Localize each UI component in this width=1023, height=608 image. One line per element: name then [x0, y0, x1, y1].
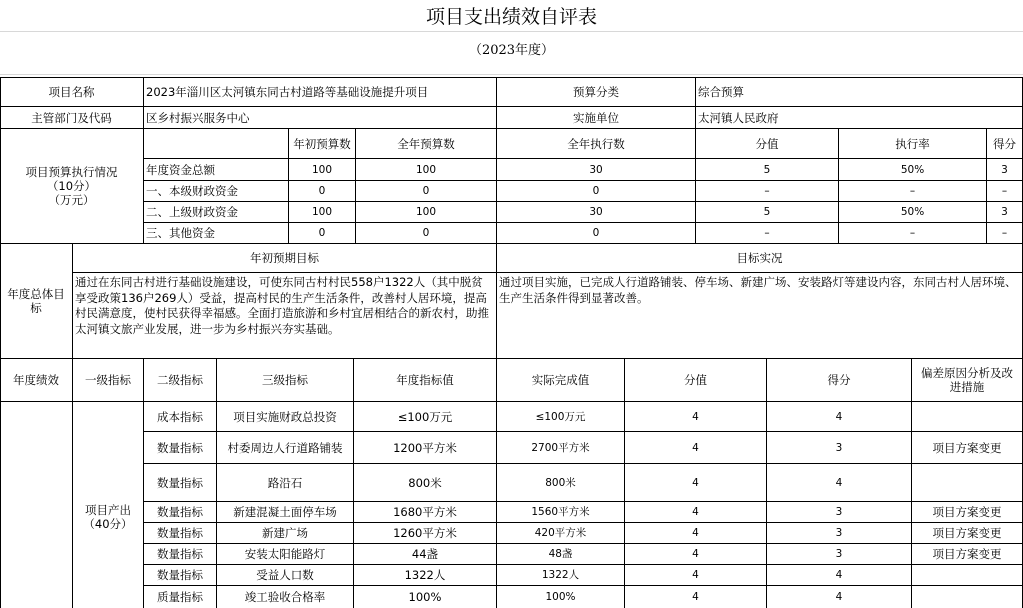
implementing-unit-label: 实施单位: [573, 110, 619, 125]
target-cell: 100%: [408, 589, 442, 604]
reason-cell: 项目方案变更: [932, 526, 1002, 540]
budget-cell: 50%: [900, 163, 925, 176]
budget-section-label-line3: （万元）: [48, 193, 95, 207]
budget-cell: 100: [415, 206, 437, 218]
got-cell: 3: [835, 506, 843, 518]
got-cell: 4: [835, 476, 843, 489]
score-cell: 4: [692, 441, 699, 454]
level1-line2: （40分）: [83, 517, 133, 531]
target-cell: ≤100万元: [397, 409, 453, 424]
level2-cell: 数量指标: [157, 475, 203, 490]
perf-header-reason: 偏差原因分析及改进措施: [921, 366, 1013, 394]
budget-cell: 5: [763, 163, 771, 176]
annual-goal-label: 年度总体目标: [7, 287, 65, 315]
budget-cell: 0: [592, 185, 600, 197]
target-cell: 1200平方米: [393, 440, 457, 455]
budget-header-executed: 全年执行数: [567, 136, 625, 151]
budget-cell: 0: [422, 185, 430, 197]
budget-cell: 0: [592, 227, 600, 239]
budget-cell: 0: [318, 227, 326, 239]
budget-header-initial: 年初预算数: [293, 136, 351, 151]
actual-cell: 420平方米: [534, 527, 587, 539]
target-cell: 1322人: [404, 568, 446, 582]
score-cell: 4: [692, 506, 699, 518]
budget-cell: 30: [589, 206, 603, 218]
budget-header-annual: 全年预算数: [397, 136, 455, 151]
budget-cell: –: [909, 227, 916, 239]
target-cell: 1680平方米: [393, 505, 457, 519]
perf-header-target: 年度指标值: [396, 373, 454, 387]
reason-cell: [912, 402, 1022, 431]
reason-cell: 项目方案变更: [932, 547, 1002, 561]
perf-header-annual: 年度绩效: [13, 373, 59, 387]
actual-cell: 48盏: [548, 548, 573, 560]
perf-header-level1: 一级指标: [85, 373, 131, 387]
score-cell: 4: [692, 410, 699, 423]
perf-header-got: 得分: [827, 373, 851, 387]
budget-header-got: 得分: [993, 136, 1016, 151]
budget-cell: 3: [1001, 206, 1008, 218]
budget-cell: –: [764, 227, 770, 239]
reason-cell: 项目方案变更: [932, 505, 1002, 519]
level3-cell: 安装太阳能路灯: [244, 547, 326, 561]
budget-cell: 3: [1001, 163, 1008, 176]
actual-goal-text: 通过项目实施，已完成人行道路铺装、停车场、新建广场、安装路灯等建设内容，东同古村人居环境、生产生活条件得到显著改善。: [499, 275, 1017, 305]
budget-cell: –: [764, 185, 770, 197]
budget-header-rate: 执行率: [895, 136, 930, 151]
budget-row-name: 年度资金总额: [146, 162, 215, 177]
got-cell: 3: [835, 527, 843, 539]
reason-cell: [912, 586, 1022, 607]
score-cell: 4: [692, 548, 699, 560]
level3-cell: 项目实施财政总投资: [233, 409, 337, 424]
score-cell: 4: [692, 569, 699, 581]
level3-cell: 路沿石: [267, 475, 303, 490]
gridline: [0, 74, 1023, 75]
level1-project-output: [73, 402, 143, 608]
reason-cell: [912, 464, 1022, 501]
level2-cell: 质量指标: [157, 589, 203, 604]
budget-header-score: 分值: [755, 136, 779, 151]
budget-category-label: 预算分类: [573, 85, 619, 99]
planned-goal-header: 年初预期目标: [250, 251, 319, 265]
got-cell: 3: [835, 441, 843, 454]
implementing-unit-value: 太河镇人民政府: [698, 110, 779, 125]
budget-section-label-line2: （10分）: [46, 179, 97, 193]
page-title: 项目支出绩效自评表: [425, 6, 597, 28]
actual-cell: 1322人: [541, 569, 580, 581]
report-year: （2023年度）: [468, 43, 555, 58]
perf-header-level3: 三级指标: [262, 373, 308, 387]
budget-cell: 100: [415, 163, 437, 176]
budget-row-name: 二、上级财政资金: [146, 205, 238, 219]
budget-section-label-line1: 项目预算执行情况: [25, 165, 118, 179]
level2-cell: 成本指标: [157, 409, 203, 424]
budget-cell: 5: [763, 206, 771, 218]
project-name-value: 2023年淄川区太河镇东同古村道路等基础设施提升项目: [146, 85, 429, 99]
got-cell: 3: [835, 548, 843, 560]
budget-cell: 100: [311, 206, 333, 218]
level3-cell: 新建广场: [262, 526, 308, 540]
actual-cell: ≤100万元: [535, 410, 586, 423]
gridline: [0, 31, 1023, 32]
budget-cell: –: [1001, 185, 1008, 197]
target-cell: 1260平方米: [393, 526, 457, 540]
level3-cell: 新建混凝土面停车场: [233, 505, 337, 519]
actual-cell: 800米: [545, 476, 576, 489]
perf-header-score: 分值: [684, 373, 707, 387]
target-cell: 800米: [408, 475, 442, 490]
level1-line1: 项目产出: [85, 503, 131, 517]
got-cell: 4: [835, 410, 843, 423]
planned-goal-text: 通过在东同古村进行基础设施建设，可使东同古村村民558户1322人（其中脱贫享受政策136户269人）受益，提高村民的生产生活条件，改善村人居环境，提高村民满意度，使村民获得幸福感。全面打造旅游和乡村宜居相结合的新农村，助推太河镇文旅产业发展，进一步为乡村振兴夯实基础。: [75, 275, 489, 336]
level3-cell: 受益人口数: [256, 568, 314, 582]
actual-cell: 100%: [545, 590, 576, 603]
budget-section-label: [0, 129, 143, 243]
department-label: 主管部门及代码: [31, 110, 112, 125]
level2-cell: 数量指标: [157, 547, 203, 561]
reason-cell: [912, 565, 1022, 585]
got-cell: 4: [835, 569, 843, 581]
score-cell: 4: [692, 590, 699, 603]
budget-cell: 0: [422, 227, 430, 239]
budget-row-name: 三、其他资金: [146, 226, 215, 240]
budget-category-value: 综合预算: [698, 85, 744, 99]
budget-cell: 50%: [900, 206, 925, 218]
actual-goal-header: 目标实况: [736, 251, 783, 265]
score-cell: 4: [692, 476, 699, 489]
budget-cell: 0: [318, 185, 326, 197]
level2-cell: 数量指标: [157, 568, 203, 582]
department-value: 区乡村振兴服务中心: [146, 110, 250, 125]
budget-cell: –: [1001, 227, 1008, 239]
budget-cell: –: [909, 185, 916, 197]
got-cell: 4: [835, 590, 843, 603]
score-cell: 4: [692, 527, 699, 539]
target-cell: 44盏: [411, 547, 439, 561]
perf-header-level2: 二级指标: [157, 373, 203, 387]
level3-cell: 村委周边人行道路铺装: [227, 440, 343, 455]
perf-header-actual: 实际完成值: [531, 373, 590, 387]
budget-cell: 30: [589, 163, 603, 176]
project-name-label: 项目名称: [48, 85, 95, 99]
actual-cell: 1560平方米: [531, 506, 590, 518]
budget-cell: 100: [311, 163, 333, 176]
level3-cell: 竣工验收合格率: [244, 589, 326, 604]
level2-cell: 数量指标: [157, 505, 203, 519]
level2-cell: 数量指标: [157, 440, 203, 455]
reason-cell: 项目方案变更: [932, 440, 1002, 455]
level2-cell: 数量指标: [157, 526, 203, 540]
actual-cell: 2700平方米: [531, 441, 590, 454]
budget-row-name: 一、本级财政资金: [146, 184, 238, 198]
